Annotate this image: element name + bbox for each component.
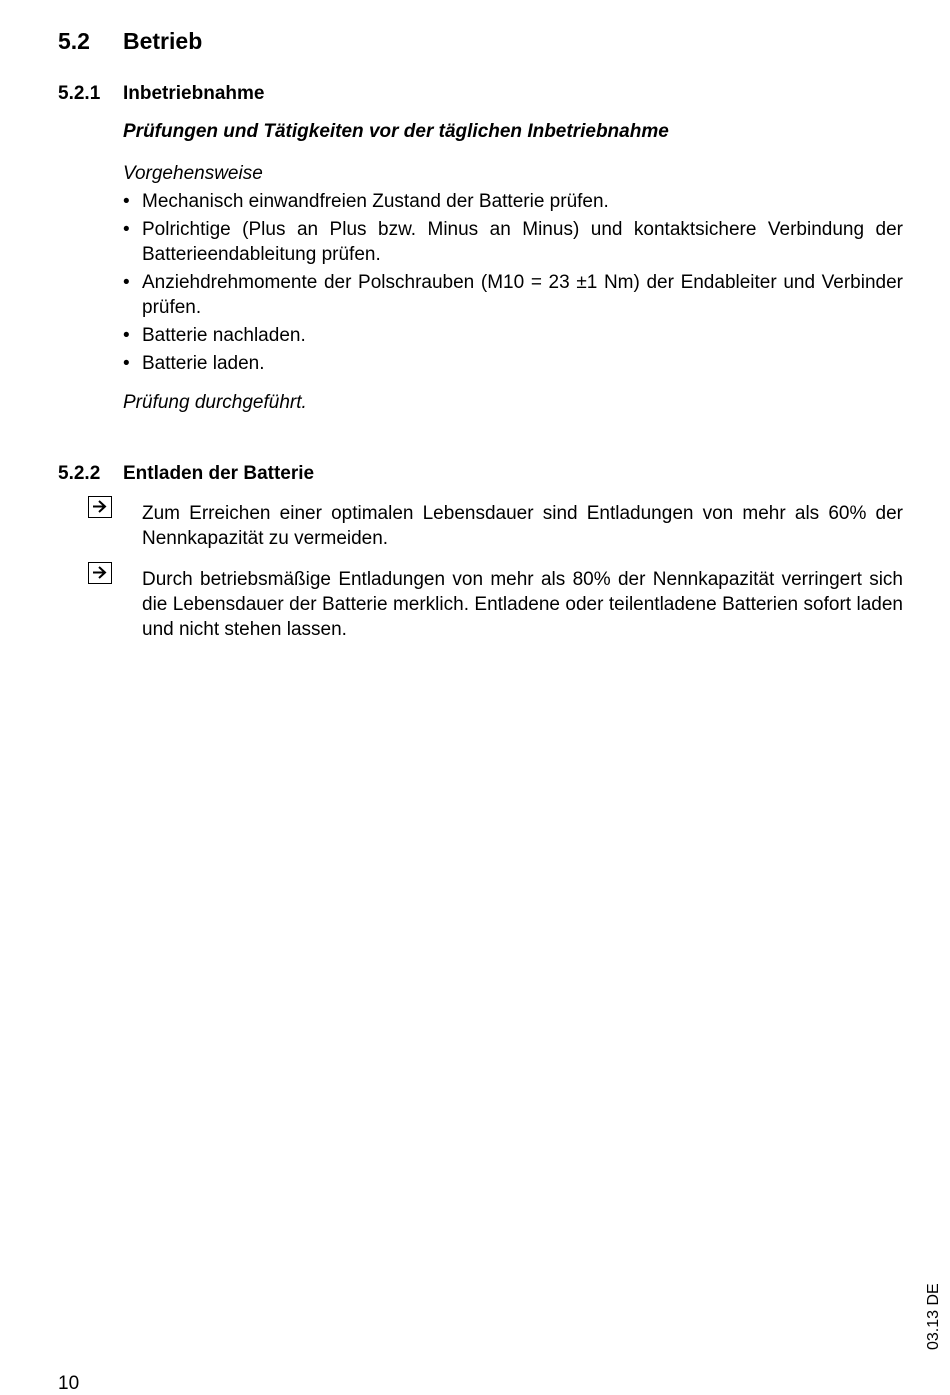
step-text: Polrichtige (Plus an Plus bzw. Minus an Minus) und kontaktsichere Verbindung der Batterieendableitung prüfen. [142,219,903,265]
subsection-title: Inbetriebnahme [123,83,265,104]
section-number: 5.2 [58,28,90,54]
subsection-number: 5.2.2 [58,463,101,484]
bullet-point: • [123,219,130,240]
bullet-point: • [123,353,130,374]
edition-label: 03.13 DE [925,1283,942,1350]
note-text: Zum Erreichen einer optimalen Lebensdauer sind Entladungen von mehr als 60% der Nennkapazität zu vermeiden. [142,503,903,549]
subsection-number: 5.2.1 [58,83,101,104]
step-text: Anziehdrehmomente der Polschrauben (M10 = 23 ±1 Nm) der Endableiter und Verbinder prüfen. [142,272,903,318]
page-number: 10 [58,1373,80,1394]
arrow-right-icon [88,496,112,518]
list-item [123,217,903,267]
step-text: Batterie laden. [142,353,265,374]
procedure-result: Prüfung durchgeführt. [123,392,307,413]
arrow-right-icon [88,562,112,584]
bullet-point: • [123,272,130,293]
list-item [123,189,903,214]
subsection-title: Entladen der Batterie [123,463,315,484]
list-item [123,351,903,376]
subsection-heading-inbetriebnahme [58,82,458,106]
section-title: Betrieb [123,28,203,54]
section-heading [58,27,458,55]
bullet-point: • [123,325,130,346]
list-item [123,270,903,320]
subsection-heading-entladen [58,462,458,486]
bullet-point: • [123,191,130,212]
subheading-pruefungen: Prüfungen und Tätigkeiten vor der täglichen Inbetriebnahme [123,121,669,142]
list-item [123,323,903,348]
step-text: Batterie nachladen. [142,325,306,346]
step-text: Mechanisch einwandfreien Zustand der Batterie prüfen. [142,191,609,212]
procedure-steps [123,189,903,379]
procedure-label: Vorgehensweise [123,163,263,184]
note-text: Durch betriebsmäßige Entladungen von mehr als 80% der Nennkapazität verringert sich die Lebensdauer der Batterie merklich. Entladene oder teilentladene Batterien sofort laden und nicht stehen lassen. [142,569,903,640]
